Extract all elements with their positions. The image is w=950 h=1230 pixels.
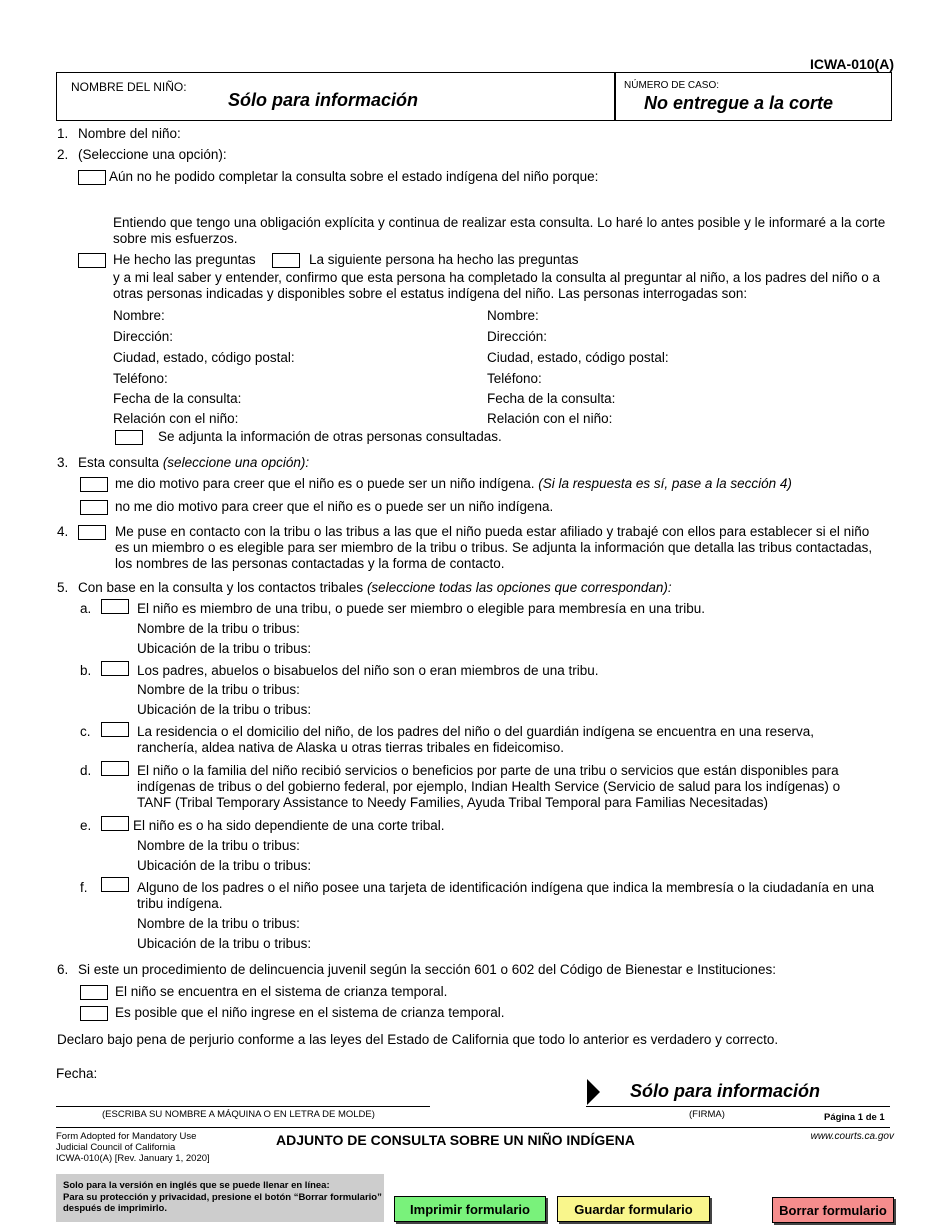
item5-label: Con base en la consulta y los contactos tribales [78, 580, 364, 595]
item2-option-b1-checkbox[interactable] [78, 253, 106, 268]
item5b-tribe-name-label: Nombre de la tribu o tribus: [137, 682, 300, 697]
item5b-checkbox[interactable] [101, 661, 129, 676]
item2-option-b2-checkbox[interactable] [272, 253, 300, 268]
person1-name-label: Nombre: [113, 308, 165, 323]
clear-form-button[interactable]: Borrar formulario [772, 1197, 894, 1223]
item5d-text: El niño o la familia del niño recibió servicios o beneficios por parte de una tribu o servicios que están disponibles para indígenas de tribus o del gobierno federal, por ejemplo, Indian Health Service (Servicio de salud para los indígenas) o TANF (Tribal Temporary Assistance to Needy Families, Ayuda Tribal Temporal para Familias Necesitadas) [137, 763, 841, 810]
item6-option-a-checkbox[interactable] [80, 985, 108, 1000]
item2-option-b1-text: He hecho las preguntas [113, 252, 256, 267]
notice-line-1: Solo para la versión en inglés que se puede llenar en línea: [63, 1180, 330, 1191]
adoption-info [56, 1131, 210, 1164]
item3-option-a-checkbox[interactable] [80, 477, 108, 492]
item5b-tribe-location-label: Ubicación de la tribu o tribus: [137, 702, 312, 717]
form-id: ICWA-010(A) [809, 56, 894, 72]
item5c-letter: c. [80, 724, 91, 739]
item3-label: Esta consulta [78, 455, 160, 470]
item2-attached-text: Se adjunta la información de otras personas consultadas. [158, 429, 502, 444]
item5c-checkbox[interactable] [101, 722, 129, 737]
person2-address-label: Dirección: [487, 329, 548, 344]
adoption-line-2: Judicial Council of California [56, 1142, 176, 1153]
item3-number: 3. [57, 455, 69, 470]
declaration-text: Declaro bajo pena de perjurio conforme a las leyes del Estado de California que todo lo anterior es verdadero y correcto. [57, 1032, 779, 1047]
item5e-letter: e. [80, 818, 92, 833]
print-form-button[interactable]: Imprimir formulario [394, 1196, 546, 1222]
item5-number: 5. [57, 580, 69, 595]
signature-line [586, 1106, 890, 1107]
item2-understand-text: Entiendo que tengo una obligación explícita y continua de realizar esta consulta. Lo haré lo antes posible y le informaré a la corte sobre mis esfuerzos. [113, 215, 886, 246]
item5e-tribe-name-label: Nombre de la tribu o tribus: [137, 838, 300, 853]
item5a-tribe-location-label: Ubicación de la tribu o tribus: [137, 641, 312, 656]
print-name-line [56, 1106, 430, 1107]
item6-option-a-text: El niño se encuentra en el sistema de crianza temporal. [115, 984, 448, 999]
child-name-value[interactable]: Sólo para información [228, 90, 419, 110]
item5f-checkbox[interactable] [101, 877, 129, 892]
item5a-tribe-name-label: Nombre de la tribu o tribus: [137, 621, 300, 636]
item2-option-a-text: Aún no he podido completar la consulta sobre el estado indígena del niño porque: [109, 169, 599, 184]
person1-date-label: Fecha de la consulta: [113, 391, 242, 406]
person2-name-label: Nombre: [487, 308, 539, 323]
item3-label-italic: (seleccione una opción): [162, 455, 310, 470]
signature-info-only[interactable]: Sólo para información [630, 1081, 821, 1101]
notice-line-3: después de imprimirlo. [63, 1203, 167, 1214]
item2-number: 2. [57, 147, 69, 162]
adoption-line-3: ICWA-010(A) [Rev. January 1, 2020] [56, 1153, 210, 1164]
item5d-checkbox[interactable] [101, 761, 129, 776]
item5a-letter: a. [80, 601, 92, 616]
adoption-line-1: Form Adopted for Mandatory Use [56, 1131, 197, 1142]
item6-label: Si este un procedimiento de delincuencia juvenil según la sección 601 o 602 del Código de Bienestar e Instituciones: [78, 962, 776, 977]
person2-date-label: Fecha de la consulta: [487, 391, 616, 406]
item5f-tribe-location-label: Ubicación de la tribu o tribus: [137, 936, 312, 951]
item5a-text: El niño es miembro de una tribu, o puede ser miembro o elegible para membresía en una tribu. [137, 601, 706, 616]
item5b-letter: b. [80, 663, 92, 678]
item5f-tribe-name-label: Nombre de la tribu o tribus: [137, 916, 300, 931]
item2-label: (Seleccione una opción): [78, 147, 227, 162]
item5f-letter: f. [80, 880, 88, 895]
item5f-text: Alguno de los padres o el niño posee una tarjeta de identificación indígena que indica la membresía o la ciudadanía en una tribu indígena. [137, 880, 875, 911]
arrow-icon [587, 1079, 600, 1105]
item3-option-b-text: no me dio motivo para creer que el niño es o puede ser un niño indígena. [115, 499, 554, 514]
item1-number: 1. [57, 126, 69, 141]
item4-checkbox[interactable] [78, 525, 106, 540]
child-name-label: NOMBRE DEL NIÑO: [71, 80, 187, 94]
privacy-notice [56, 1174, 384, 1222]
item6-option-b-checkbox[interactable] [80, 1006, 108, 1021]
person2-city-label: Ciudad, estado, código postal: [487, 350, 669, 365]
notice-line-2: Para su protección y privacidad, presione el botón “Borrar formulario” [63, 1191, 382, 1203]
item3-option-b-checkbox[interactable] [80, 500, 108, 515]
person2-relation-label: Relación con el niño: [487, 411, 613, 426]
item2-attached-checkbox[interactable] [115, 430, 143, 445]
item5e-text: El niño es o ha sido dependiente de una corte tribal. [133, 818, 445, 833]
person1-address-label: Dirección: [113, 329, 174, 344]
item3-option-a-text: me dio motivo para creer que el niño es o puede ser un niño indígena. [115, 476, 535, 491]
footer-divider [56, 1127, 890, 1128]
item5b-text: Los padres, abuelos o bisabuelos del niño son o eran miembros de una tribu. [137, 663, 599, 678]
website-link[interactable]: www.courts.ca.gov [810, 1131, 894, 1142]
item5-label-italic: (seleccione todas las opciones que correspondan): [366, 580, 672, 595]
item4-number: 4. [57, 524, 69, 539]
date-label: Fecha: [56, 1066, 98, 1081]
person2-phone-label: Teléfono: [487, 371, 542, 386]
item5a-checkbox[interactable] [101, 599, 129, 614]
item2-confirm-text: y a mi leal saber y entender, confirmo que esta persona ha completado la consulta al preguntar al niño, a los padres del niño o a otras personas indicadas y disponibles sobre el estatus indígena del niño. Las personas interrogadas son: [113, 270, 880, 301]
item2-option-a-checkbox[interactable] [78, 170, 106, 185]
case-number-value[interactable]: No entregue a la corte [644, 93, 834, 113]
item3-option-a-note: (Si la respuesta es sí, pase a la sección 4) [538, 476, 792, 491]
form-title: ADJUNTO DE CONSULTA SOBRE UN NIÑO INDÍGENA [276, 1132, 635, 1148]
item6-option-b-text: Es posible que el niño ingrese en el sistema de crianza temporal. [115, 1005, 505, 1020]
save-form-button[interactable]: Guardar formulario [557, 1196, 710, 1222]
item1-label: Nombre del niño: [78, 126, 181, 141]
item5c-text: La residencia o el domicilio del niño, de los padres del niño o del guardián indígena se encuentra en una reserva, ranchería, aldea nativa de Alaska u otras tierras tribales en fideicomiso. [137, 724, 814, 755]
item5e-checkbox[interactable] [101, 816, 129, 831]
item6-number: 6. [57, 962, 69, 977]
page-number: Página 1 de 1 [824, 1112, 885, 1123]
person1-phone-label: Teléfono: [113, 371, 168, 386]
print-name-caption: (ESCRIBA SU NOMBRE A MÁQUINA O EN LETRA DE MOLDE) [102, 1109, 375, 1120]
signature-caption: (FIRMA) [689, 1109, 725, 1120]
person1-city-label: Ciudad, estado, código postal: [113, 350, 295, 365]
item5e-tribe-location-label: Ubicación de la tribu o tribus: [137, 858, 312, 873]
item2-option-b2-text: La siguiente persona ha hecho las preguntas [309, 252, 579, 267]
item4-text: Me puse en contacto con la tribu o las tribus a las que el niño pueda estar afiliado y trabajé con ellos para establecer si el niño es un miembro o es elegible para ser miembro de la tribu o tribus. Se adjunta la información que detalla las tribus contactadas, los nombres de las personas contactadas y la forma de contacto. [115, 524, 873, 571]
case-number-label: NÚMERO DE CASO: [624, 80, 720, 91]
person1-relation-label: Relación con el niño: [113, 411, 239, 426]
header-box [56, 72, 892, 121]
item5d-letter: d. [80, 763, 92, 778]
